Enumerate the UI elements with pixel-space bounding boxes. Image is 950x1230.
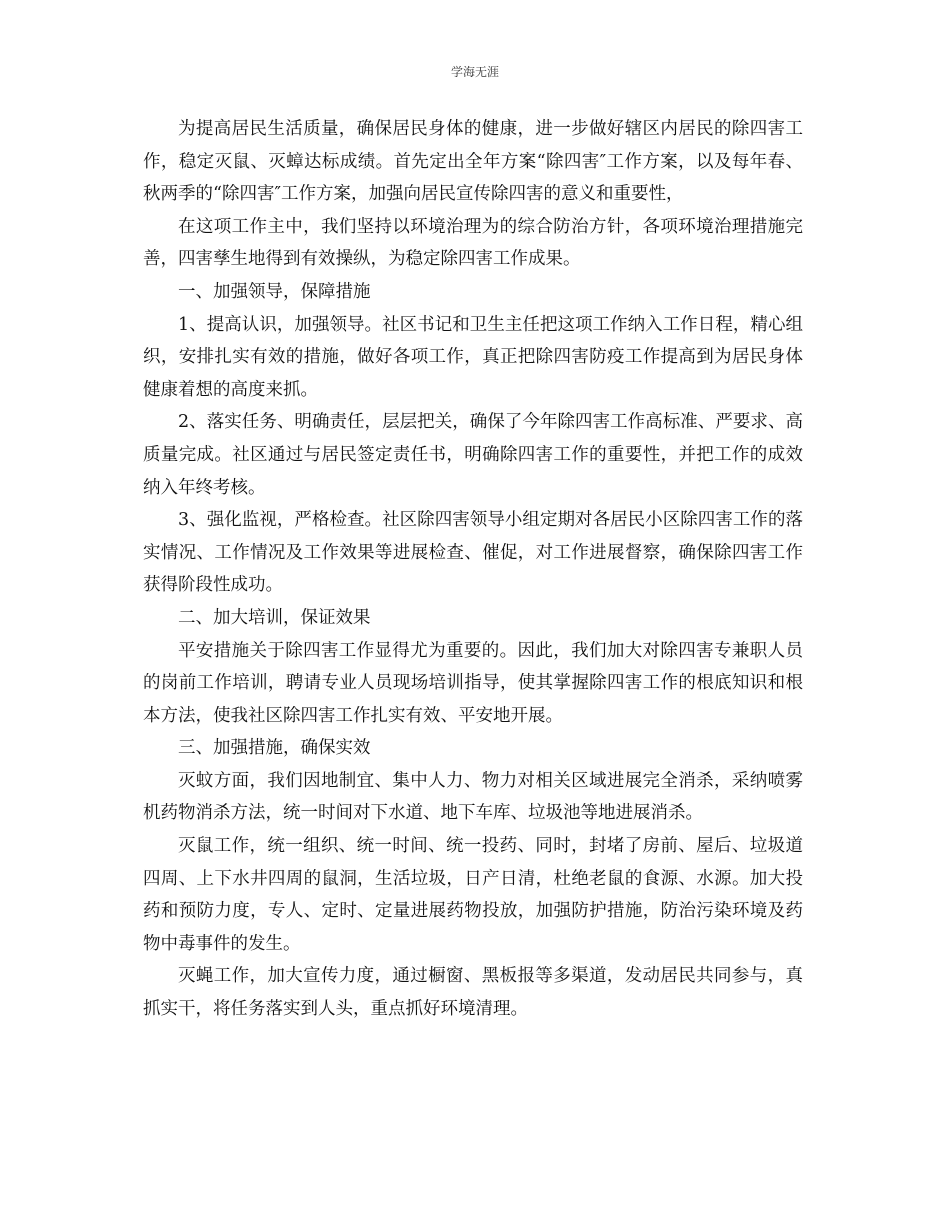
paragraph-approach: 在这项工作主中，我们坚持以环境治理为的综合防治方针，各项环境治理措施完善，四害孳生地得到有效操纵，为稳定除四害工作成果。 (143, 216, 803, 270)
paragraph-training: 平安措施关于除四害工作显得尤为重要的。因此，我们加大对除四害专兼职人员的岗前工作培训，聘请专业人员现场培训指导，使其掌握除四害工作的根底知识和根本方法，使我社区除四害工作扎实有效、平安地开展。 (143, 640, 803, 726)
paragraph-intro: 为提高居民生活质量，确保居民身体的健康，进一步做好辖区内居民的除四害工作，稳定灭鼠、灭蟑达标成绩。首先定出全年方案“除四害″工作方案，以及每年春、秋两季的“除四害″工作方案，加强向居民宣传除四害的意义和重要性， (143, 119, 803, 205)
page-header: 学海无涯 (450, 65, 499, 79)
paragraph-rodent: 灭鼠工作，统一组织、统一时间、统一投药、同时，封堵了房前、屋后、垃圾道四周、上下水井四周的鼠洞，生活垃圾，日产日清，杜绝老鼠的食源、水源。加大投药和预防力度，专人、定时、定量进展药物投放，加强防护措施，防治污染环境及药物中毒事件的发生。 (143, 836, 803, 954)
paragraph-item-1: 1、提高认识，加强领导。社区书记和卫生主任把这项工作纳入工作日程，精心组织，安排扎实有效的措施，做好各项工作，真正把除四害防疫工作提高到为居民身体健康着想的高度来抓。 (143, 314, 803, 400)
document-body (143, 113, 803, 1026)
paragraph-item-3: 3、强化监视，严格检查。社区除四害领导小组定期对各居民小区除四害工作的落实情况、工作情况及工作效果等进展检查、催促，对工作进展督察，确保除四害工作获得阶段性成功。 (143, 510, 803, 596)
section-heading-2: 二、加大培训，保证效果 (178, 607, 371, 628)
section-heading-1: 一、加强领导，保障措施 (178, 281, 371, 302)
paragraph-mosquito: 灭蚊方面，我们因地制宜、集中人力、物力对相关区域进展完全消杀，采纳喷雾机药物消杀方法，统一时间对下水道、地下车库、垃圾池等地进展消杀。 (143, 770, 803, 824)
section-heading-3: 三、加强措施，确保实效 (178, 738, 371, 759)
paragraph-fly: 灭蝇工作，加大宣传力度，通过橱窗、黑板报等多渠道，发动居民共同参与，真抓实干，将任务落实到人头，重点抓好环境清理。 (143, 966, 803, 1020)
paragraph-item-2: 2、落实任务、明确责任，层层把关，确保了今年除四害工作高标准、严要求、高质量完成。社区通过与居民签定责任书，明确除四害工作的重要性，并把工作的成效纳入年终考核。 (143, 412, 803, 498)
